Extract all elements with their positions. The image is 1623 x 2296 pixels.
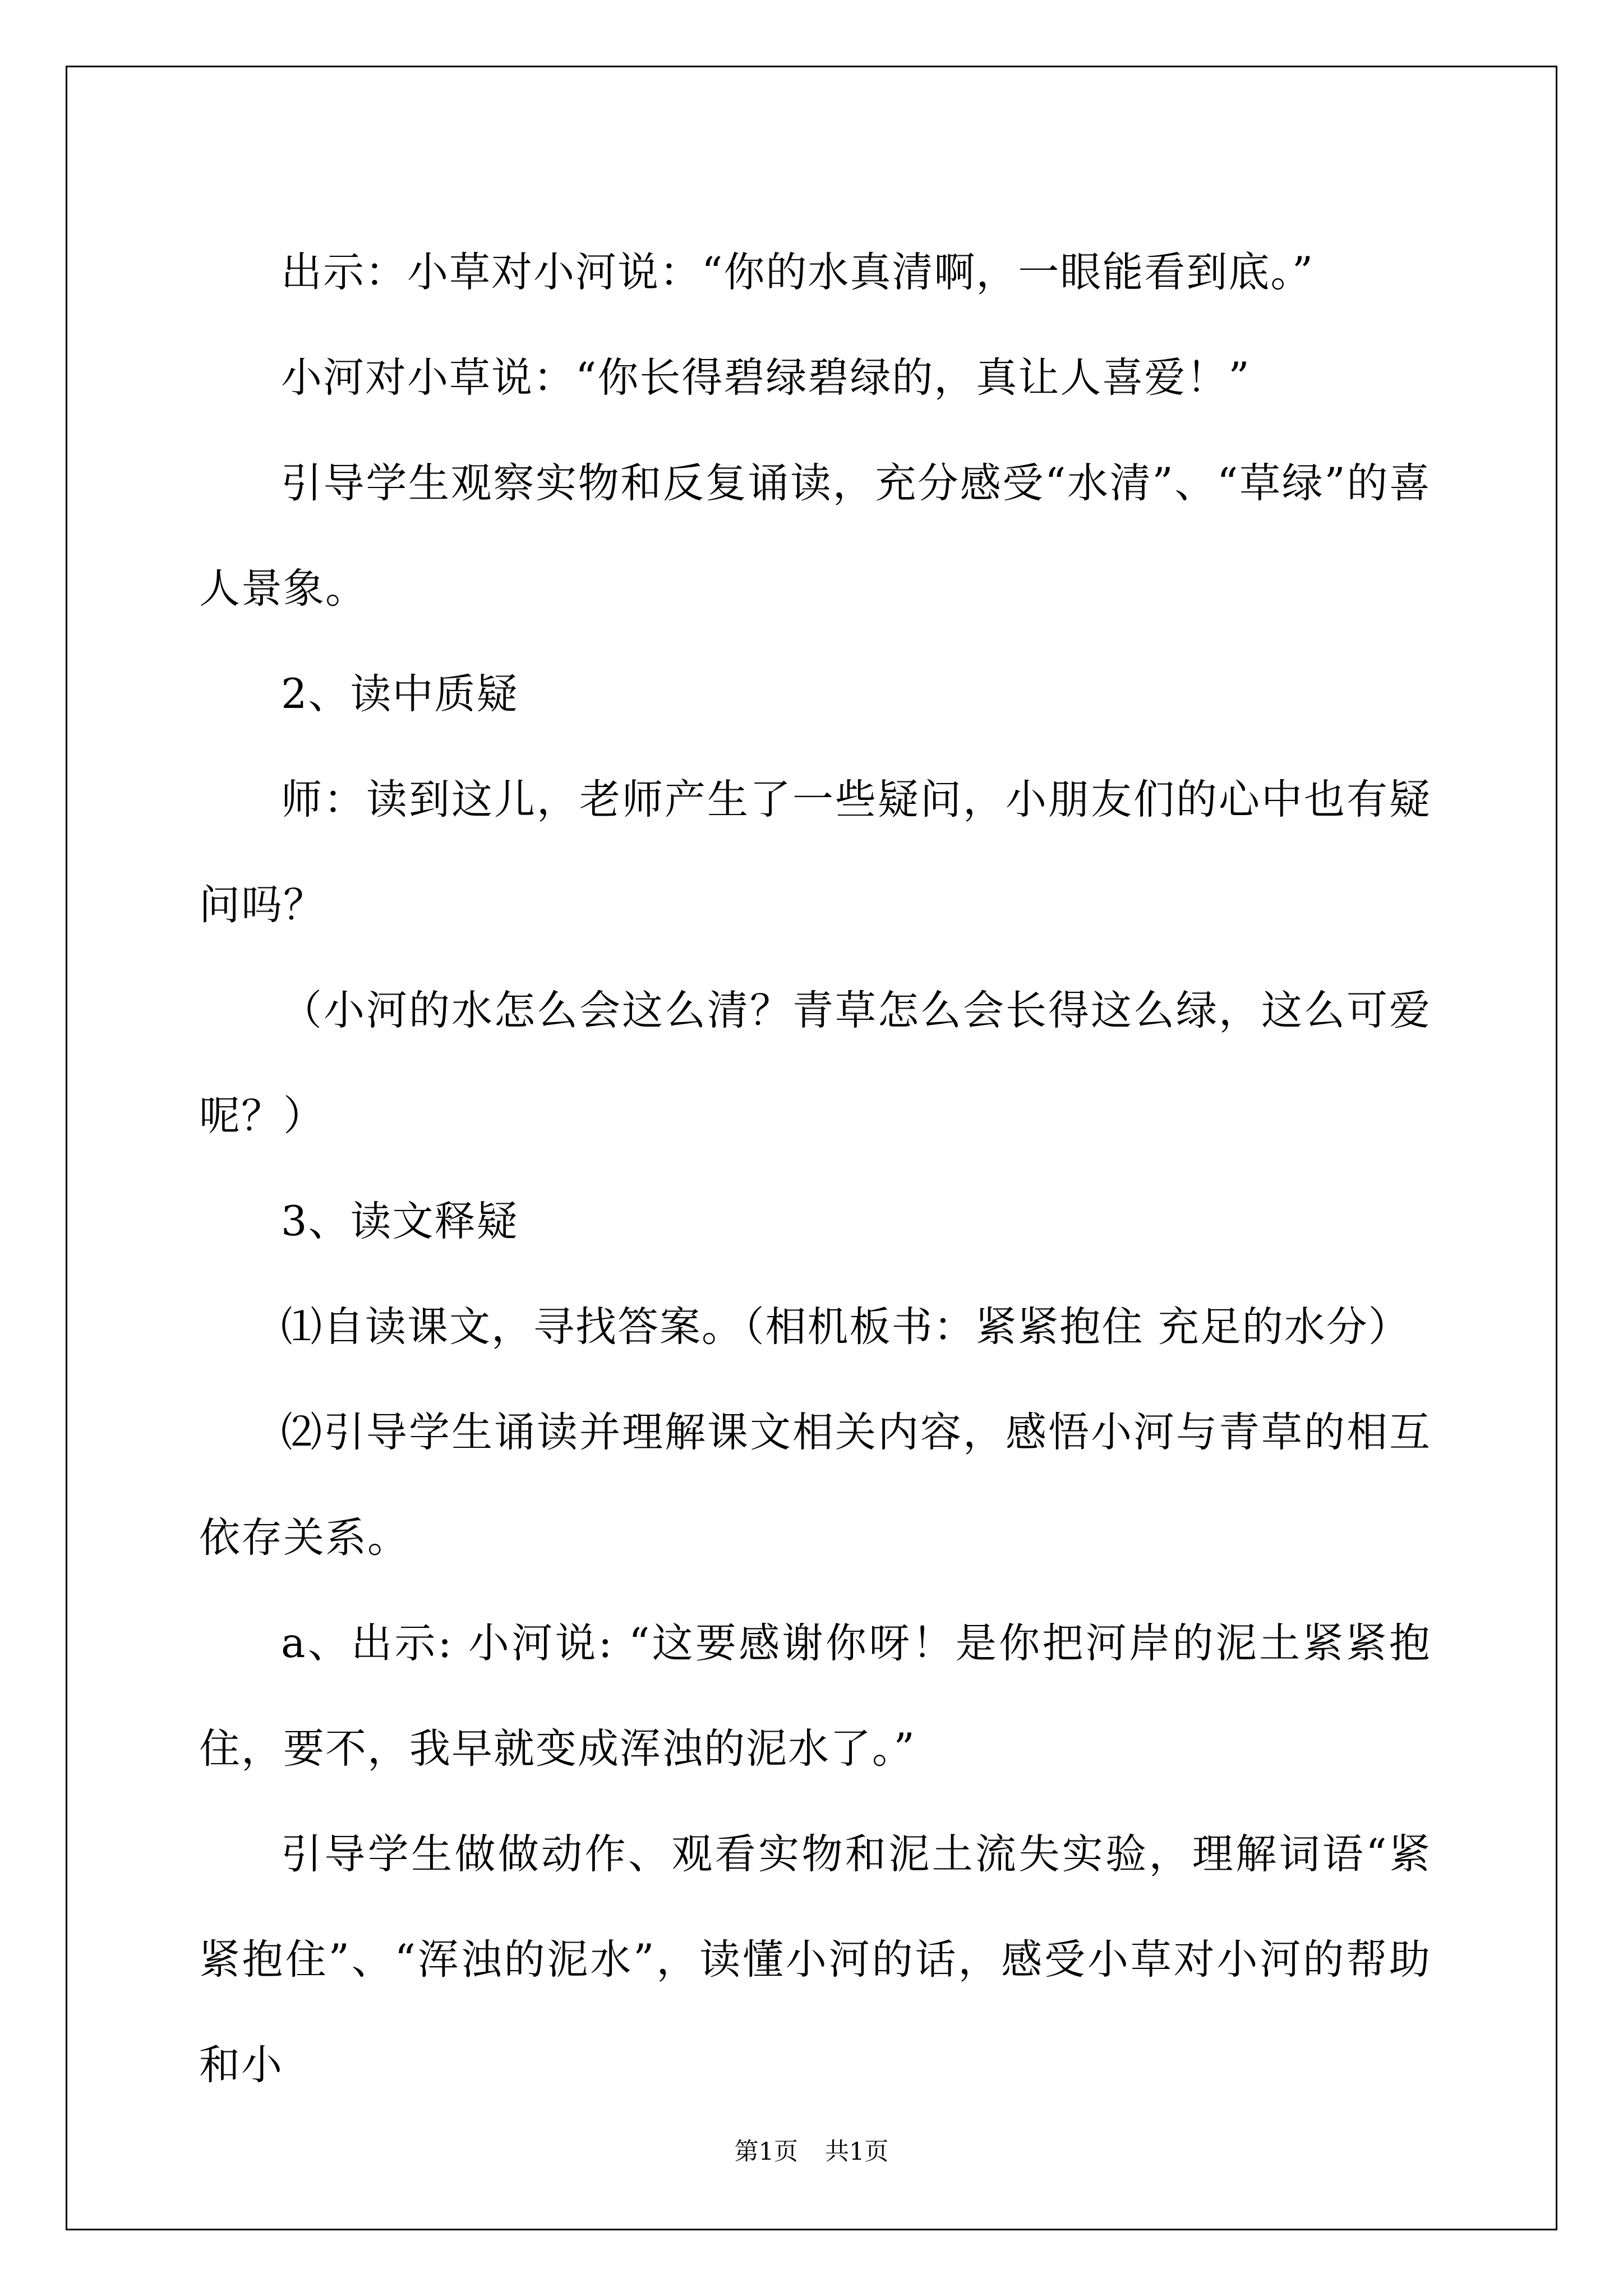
page-number-total: 共1页	[825, 2138, 889, 2166]
paragraph: （小河的水怎么会这么清？青草怎么会长得这么绿，这么可爱呢？）	[199, 987, 1431, 1140]
paragraph: 小河对小草说：“你长得碧绿碧绿的，真让人喜爱！”	[281, 354, 1251, 402]
paragraph: ⑴自读课文，寻找答案。（相机板书：紧紧抱住 充足的水分）	[281, 1303, 1410, 1351]
section-heading: 2、读中质疑	[281, 670, 519, 718]
paragraph: 师：读到这儿，老师产生了一些疑问，小朋友们的心中也有疑问吗？	[199, 776, 1431, 929]
paragraph: 引导学生观察实物和反复诵读，充分感受“水清”、“草绿”的喜人景象。	[199, 459, 1431, 613]
paragraph: ⑵引导学生诵读并理解课文相关内容，感悟小河与青草的相互依存关系。	[199, 1409, 1431, 1562]
paragraph: 出示：小草对小河说：“你的水真清啊，一眼能看到底。”	[281, 249, 1315, 296]
paragraph: a、出示: 小河说: “这要感谢你呀！是你把河岸的泥土紧紧抱住，要不，我早就变成浑浊的泥水了。”	[199, 1619, 1431, 1773]
page-number-current: 第1页	[734, 2138, 798, 2166]
section-heading: 3、读文释疑	[281, 1198, 519, 1245]
page-footer	[0, 2135, 1623, 2169]
document-body	[199, 220, 1431, 2118]
paragraph: 引导学生做做动作、观看实物和泥土流失实验，理解词语“紧紧抱住”、“浑浊的泥水”，读懂小河的话，感受小草对小河的帮助和小	[199, 1830, 1431, 2089]
